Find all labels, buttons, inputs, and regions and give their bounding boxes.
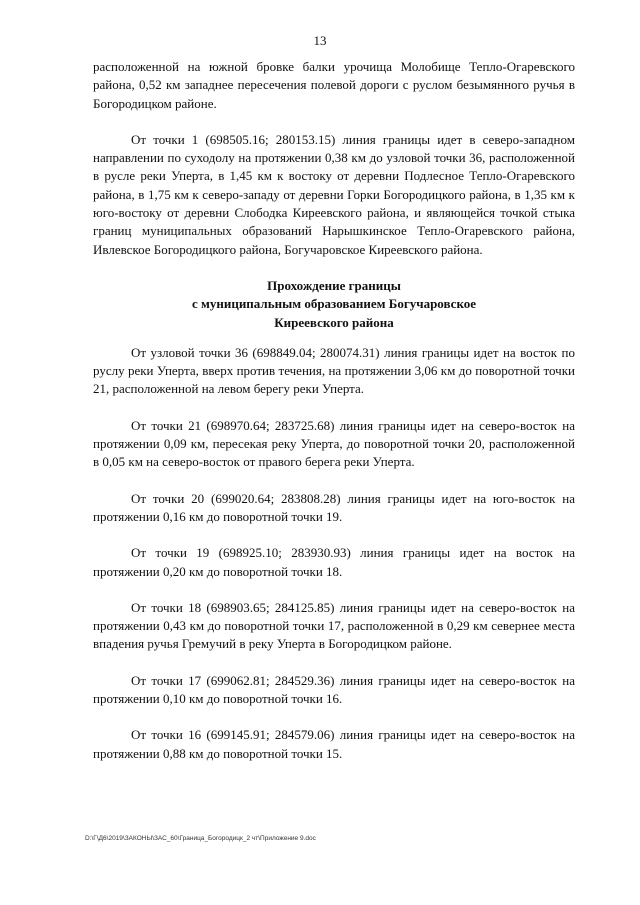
section-heading-line: Прохождение границы — [267, 277, 401, 293]
paragraph-point-21: От точки 21 (698970.64; 283725.68) линия границы идет на северо-восток на протяжении 0,09 км, пересекая реку Уперта, до поворотной точки 20, расположенной в 0,05 км на северо-восток от правого берега реки Уперта. — [93, 417, 575, 470]
page-number: 13 — [313, 33, 327, 48]
paragraph-point-19: От точки 19 (698925.10; 283930.93) линия границы идет на восток на протяжении 0,20 км до поворотной точки 18. — [93, 545, 575, 579]
paragraph-point-1: От точки 1 (698505.16; 280153.15) линия границы идет в северо-западном направлении по суходолу на протяжении 0,38 км до узловой точки 36, расположенной в русле реки Уперта, в 1,45 км к востоку от деревни Подлесное Тепло-Огаревского района, в 1,75 км к северо-западу от деревни Горки Богородицкого района, в 1,35 км к юго-востоку от деревни Слободка Киреевского района, и являющейся точкой стыка границ муниципальных образований Нарышкинское Тепло-Огаревского района, Ивлевское Богородицкого района, Богучаровское Киреевского района. — [93, 131, 575, 257]
paragraph-point-16: От точки 16 (699145.91; 284579.06) линия границы идет на северо-восток на протяжении 0,88 км до поворотной точки 15. — [93, 727, 575, 761]
paragraph-point-36: От узловой точки 36 (698849.04; 280074.31) линия границы идет на восток по руслу реки Уперта, вверх против течения, на протяжении 3,06 км до поворотной точки 21, расположенной на левом берегу реки Уперта. — [93, 344, 575, 397]
paragraph-point-20: От точки 20 (699020.64; 283808.28) линия границы идет на юго-восток на протяжении 0,16 км до поворотной точки 19. — [93, 490, 575, 524]
document-body — [93, 58, 575, 763]
section-heading-line: Киреевского района — [274, 314, 394, 330]
section-heading — [93, 277, 575, 332]
paragraph-point-18: От точки 18 (698903.65; 284125.85) линия границы идет на северо-восток на протяжении 0,43 км до поворотной точки 17, расположенной в 0,29 км севернее места впадения ручья Гремучий в реку Уперта в Богородицком районе. — [93, 599, 575, 652]
paragraph-point-17: От точки 17 (699062.81; 284529.36) линия границы идет на северо-восток на протяжении 0,10 км до поворотной точки 16. — [93, 672, 575, 707]
file-path-footer: D:\Г\Д6\2019\ЗАКОНЫ\ЗАС_60\Граница_Богородицк_2 чт\Приложение 9.doc — [85, 835, 316, 842]
paragraph-continuation: расположенной на южной бровке балки урочища Молобище Тепло-Огаревского района, 0,52 км западнее пересечения полевой дороги с руслом безымянного ручья в Богородицком районе. — [93, 59, 575, 111]
section-heading-line: с муниципальным образованием Богучаровское — [191, 296, 477, 312]
